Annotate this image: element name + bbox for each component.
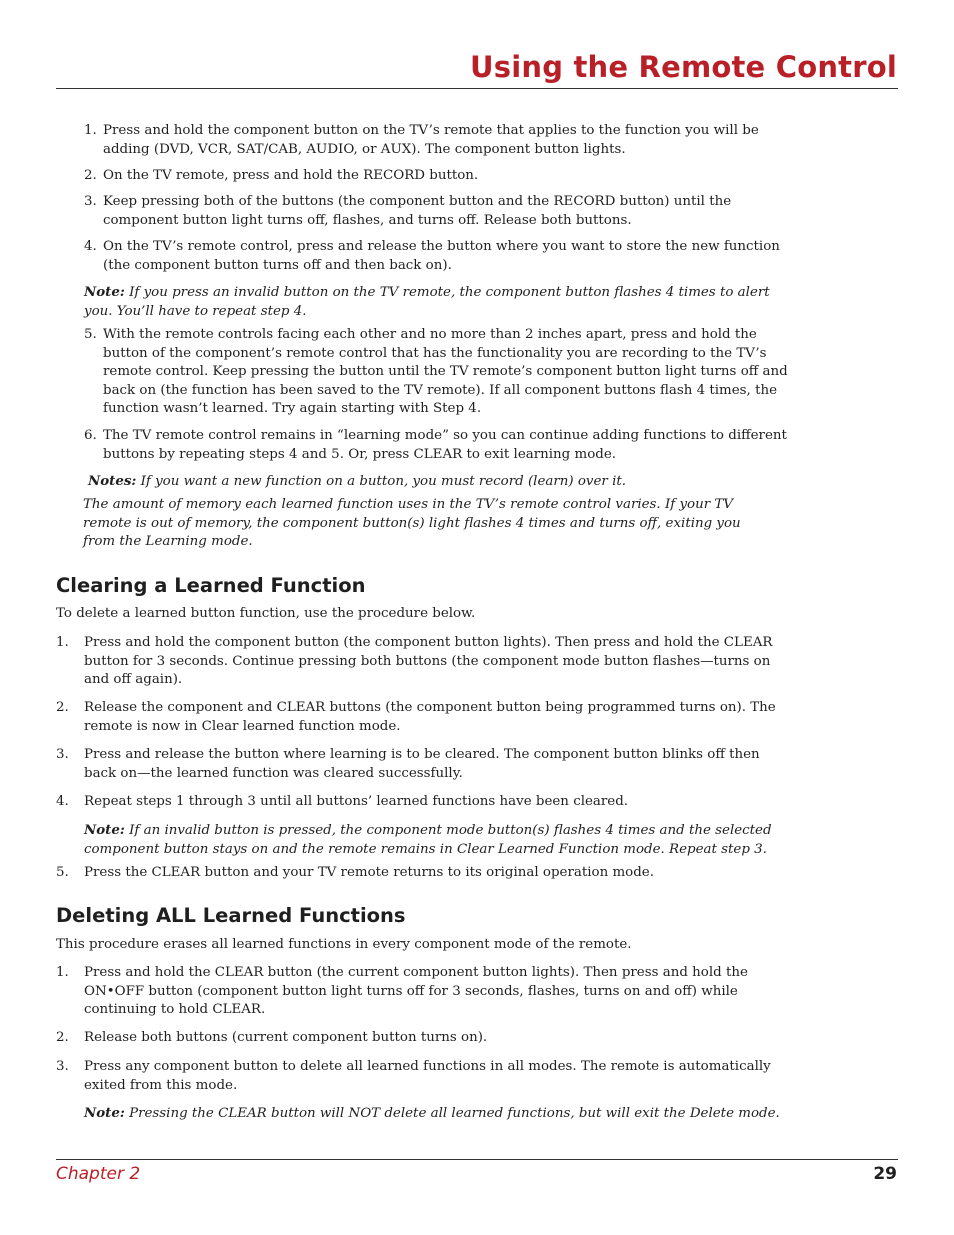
note-invalid-button <box>84 283 774 321</box>
footer-chapter: Chapter 2 <box>56 1164 141 1184</box>
note-text: Pressing the CLEAR button will NOT delete all learned functions, but will exit the Delete mode. <box>124 1106 780 1121</box>
step-number: 1. <box>56 635 69 650</box>
step-number: 2. <box>84 168 97 183</box>
section-intro: This procedure erases all learned functions in every component mode of the remote. <box>56 937 632 952</box>
step-text: Release the component and CLEAR buttons (the component button being programmed turns on). The remote is now in Clear learned function mode. <box>84 700 776 734</box>
step-number: 2. <box>56 700 69 715</box>
notes-label: Notes: <box>88 473 137 489</box>
step-number: 3. <box>56 1059 69 1074</box>
step-number: 5. <box>56 865 69 880</box>
note-memory <box>83 496 743 552</box>
note-label: Note: <box>84 1105 125 1121</box>
footer-rule <box>56 1159 898 1160</box>
step-text: With the remote controls facing each other and no more than 2 inches apart, press and hold the button of the component’s remote control that has the functionality you are recording to the TV’s remote control. Keep pressing the button until the TV remote’s component button light turns off and back on (the function has been saved to the TV remote). If all component buttons flash 4 times, the function wasn’t learned. Try again starting with Step 4. <box>103 327 788 417</box>
list-item <box>84 326 796 419</box>
step-number: 1. <box>56 965 69 980</box>
note-text: If an invalid button is pressed, the component mode button(s) flashes 4 times and the selected component button stays on and the remote remains in Clear Learned Function mode. Repeat step 3. <box>84 823 772 857</box>
step-number: 4. <box>84 239 97 254</box>
step-text: On the TV remote, press and hold the RECORD button. <box>103 168 479 183</box>
list-item <box>84 193 790 230</box>
step-text: Keep pressing both of the buttons (the component button and the RECORD button) until the component button light turns off, flashes, and turns off. Release both buttons. <box>103 194 732 228</box>
step-text: Release both buttons (current component button turns on). <box>84 1030 488 1045</box>
note-label: Note: <box>84 822 125 838</box>
note-clearing <box>84 821 774 859</box>
step-text: Press the CLEAR button and your TV remote returns to its original operation mode. <box>84 865 654 880</box>
step-number: 3. <box>84 194 97 209</box>
step-text: Repeat steps 1 through 3 until all buttons’ learned functions have been cleared. <box>84 794 629 809</box>
step-text: On the TV’s remote control, press and release the button where you want to store the new function (the component button turns off and then back on). <box>103 239 780 273</box>
step-number: 2. <box>56 1030 69 1045</box>
step-text: Press any component button to delete all learned functions in all modes. The remote is automatically exited from this mode. <box>84 1059 771 1093</box>
step-text: The TV remote control remains in “learning mode” so you can continue adding functions to different buttons by repeating steps 4 and 5. Or, press CLEAR to exit learning mode. <box>103 428 787 462</box>
note-label: Note: <box>84 284 125 300</box>
notes-learn <box>88 472 778 492</box>
list-item <box>56 699 780 736</box>
step-number: 6. <box>84 428 97 443</box>
note-deleting <box>84 1104 784 1124</box>
page-title: Using the Remote Control <box>470 50 897 84</box>
step-text: Press and hold the component button (the component button lights). Then press and hold the CLEAR button for 3 seconds. Continue pressing both buttons (the component mode button flashes—turns on and off again). <box>84 635 773 688</box>
step-number: 3. <box>56 747 69 762</box>
list-item <box>56 746 780 783</box>
section-heading-clearing: Clearing a Learned Function <box>56 574 366 597</box>
list-item <box>56 793 780 812</box>
step-text: Press and hold the CLEAR button (the current component button lights). Then press and hold the ON•OFF button (component button light turns off for 3 seconds, flashes, turns on and off) while continuing to hold CLEAR. <box>84 965 748 1018</box>
list-item <box>84 238 790 275</box>
note-text: If you press an invalid button on the TV remote, the component button flashes 4 times to alert you. You’ll have to repeat step 4. <box>84 285 770 319</box>
list-item <box>56 864 780 883</box>
page-number: 29 <box>873 1164 897 1184</box>
section-heading-deleting: Deleting ALL Learned Functions <box>56 904 406 927</box>
step-number: 4. <box>56 794 69 809</box>
header-rule <box>56 88 898 89</box>
list-item <box>56 1029 780 1048</box>
list-item <box>84 122 790 159</box>
note-text: The amount of memory each learned function uses in the TV’s remote control varies. If your TV remote is out of memory, the component button(s) light flashes 4 times and turns off, exiting you from the Learning mode. <box>83 497 741 550</box>
step-text: Press and hold the component button on the TV’s remote that applies to the function you will be adding (DVD, VCR, SAT/CAB, AUDIO, or AUX). The component button lights. <box>103 123 759 157</box>
list-item <box>84 167 790 186</box>
list-item <box>56 964 780 1020</box>
list-item <box>56 634 780 690</box>
list-item <box>84 427 790 464</box>
list-item <box>56 1058 780 1095</box>
step-number: 5. <box>84 327 97 342</box>
step-text: Press and release the button where learning is to be cleared. The component button blinks off then back on—the learned function was cleared successfully. <box>84 747 760 781</box>
step-number: 1. <box>84 123 97 138</box>
section-intro: To delete a learned button function, use the procedure below. <box>56 606 476 621</box>
notes-text: If you want a new function on a button, you must record (learn) over it. <box>136 474 626 489</box>
